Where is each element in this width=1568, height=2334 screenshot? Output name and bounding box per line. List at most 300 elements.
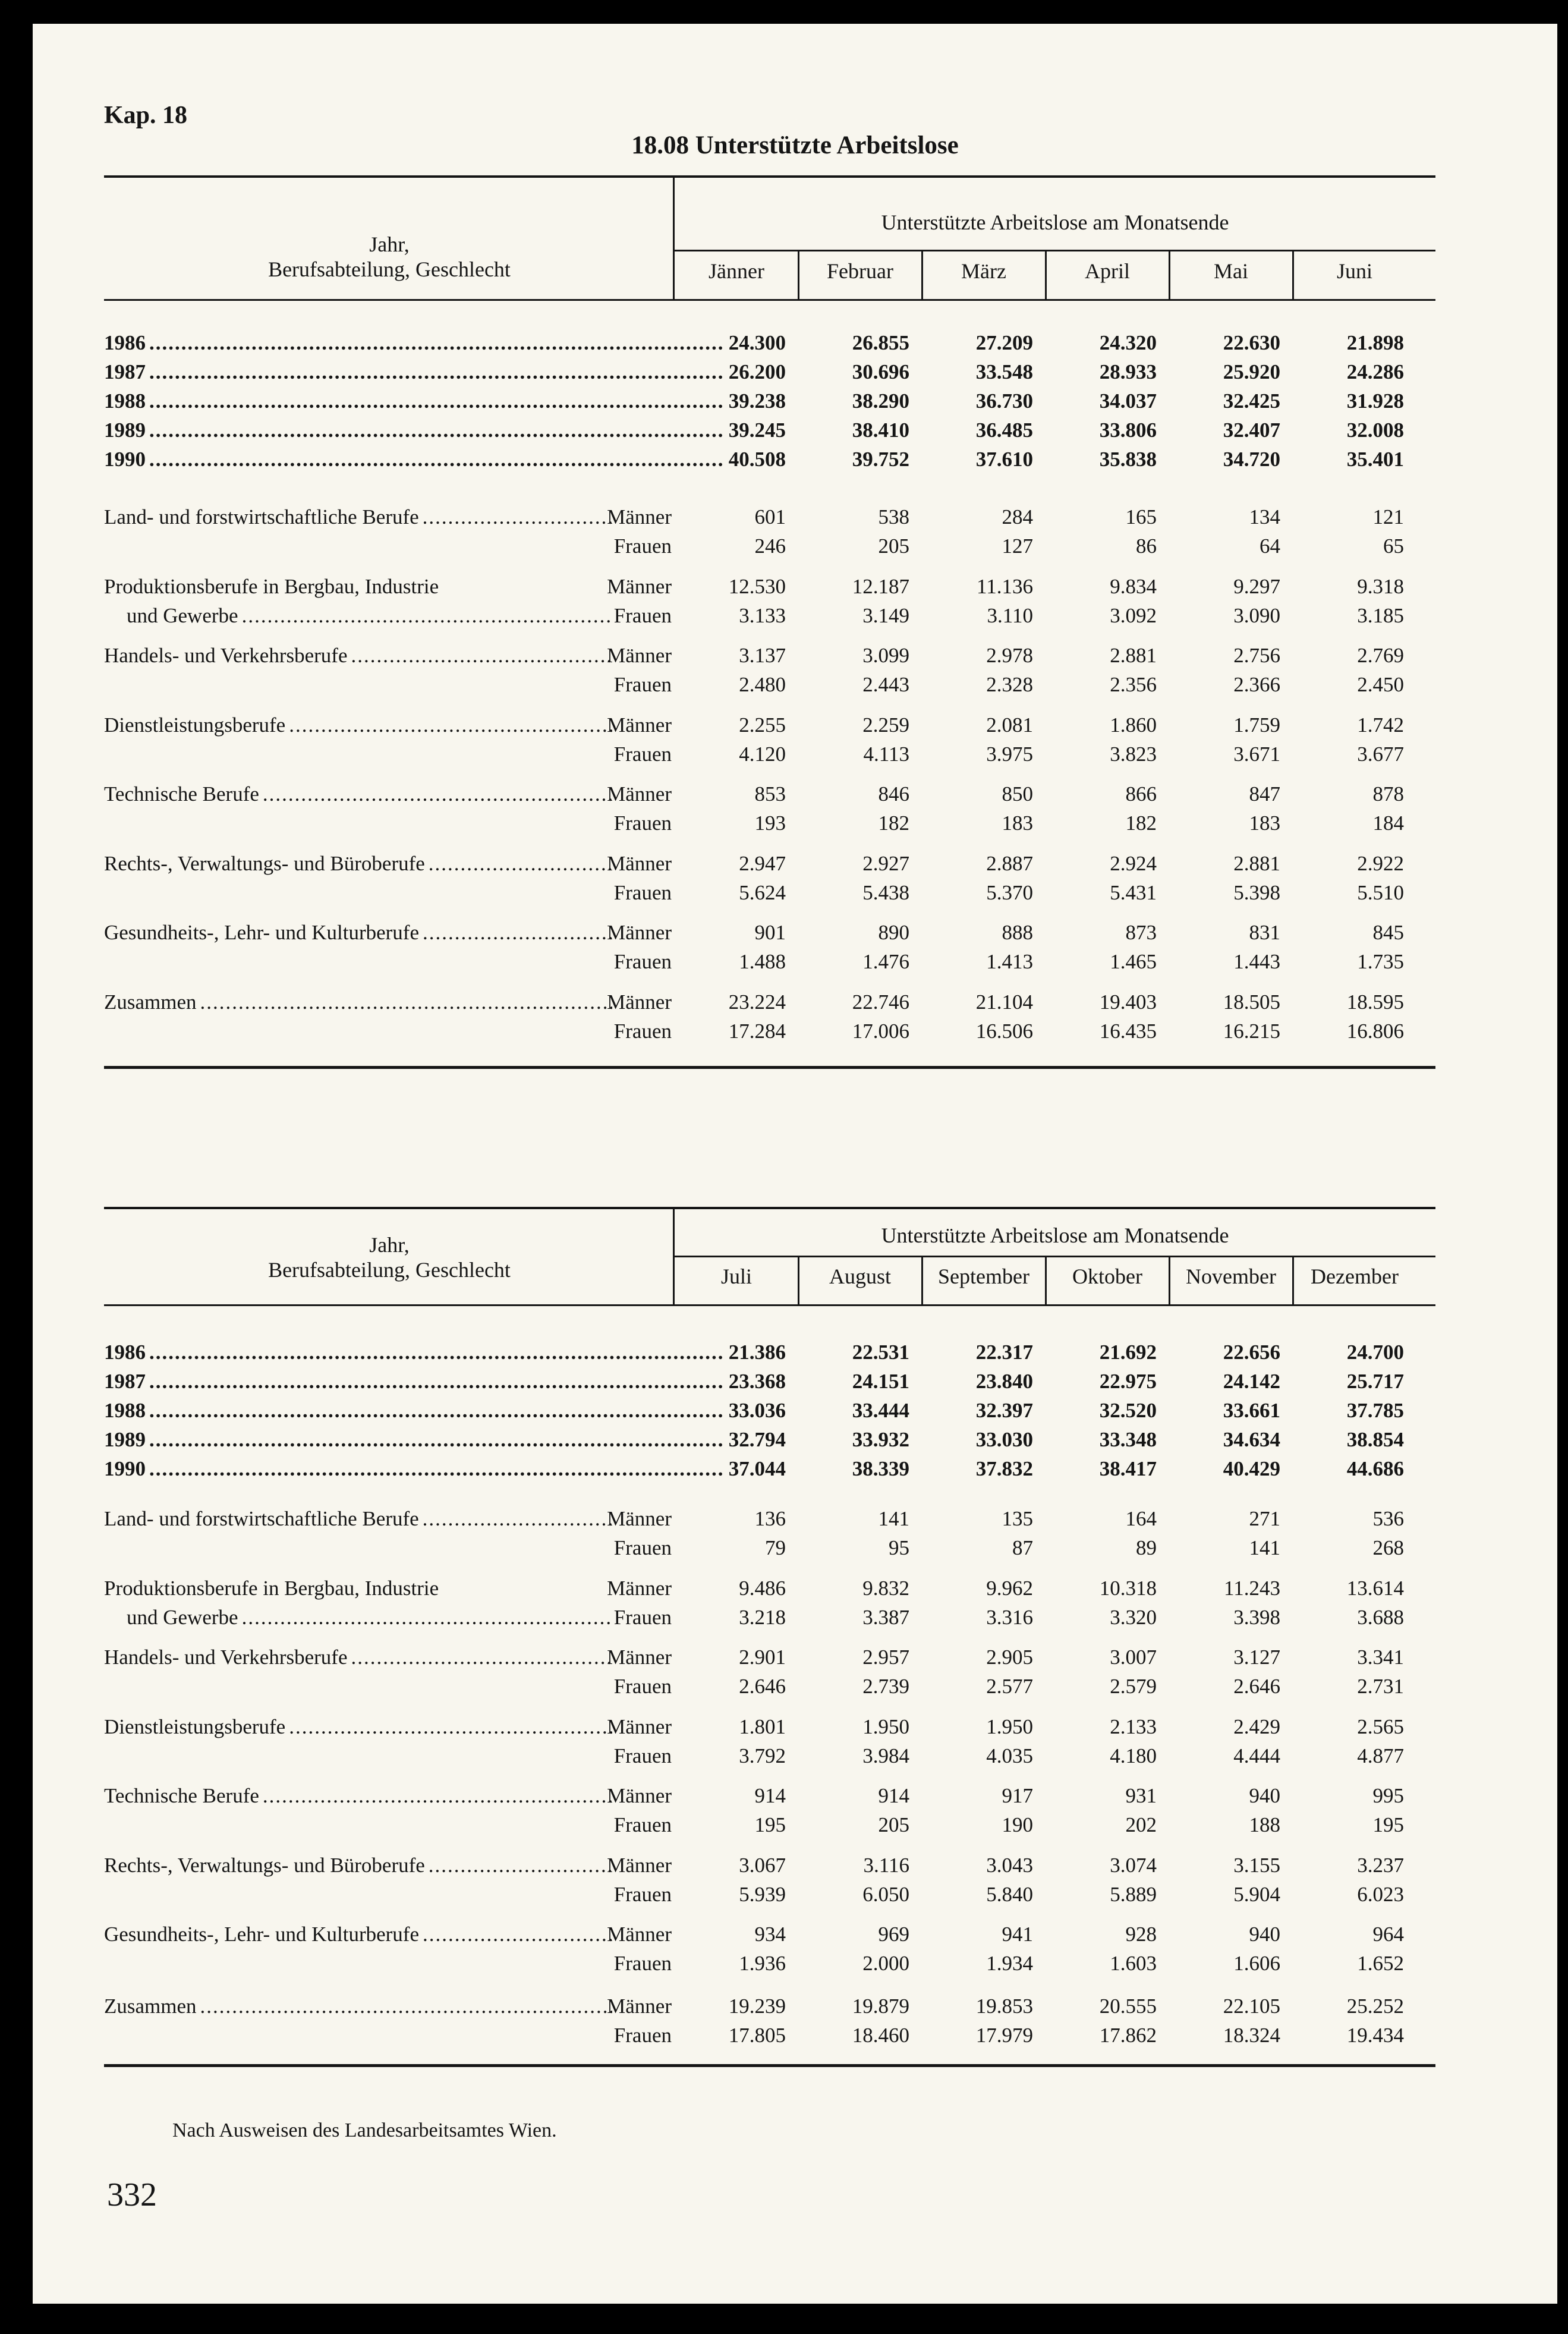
year-text: 1989 [104,419,146,442]
occupation-row-frauen [104,1810,1435,1840]
value-maenner: 2.429 [1233,1715,1280,1738]
year-label [104,328,722,358]
value-frauen: 188 [1249,1813,1280,1836]
bottom-rule [104,1066,1435,1069]
value-frauen: 1.934 [986,1952,1033,1975]
month-divider [1169,250,1170,299]
occupation-row-maenner [104,1992,1435,2021]
month-header: Mai [1214,259,1248,283]
sex-label-frauen: Frauen [613,880,672,904]
value-maenner: 134 [1249,505,1280,529]
value-frauen: 5.840 [986,1882,1033,1906]
occupation-row-maenner [104,849,1435,879]
year-label [104,1425,722,1455]
value-frauen: 5.939 [739,1882,786,1906]
value-maenner: 164 [1125,1507,1157,1530]
value-frauen: 17.284 [728,1019,786,1043]
year-text: 1986 [104,331,146,354]
value-frauen: 205 [878,1813,909,1836]
year-label [104,1396,722,1426]
year-value: 22.531 [852,1341,909,1364]
value-frauen: 3.090 [1233,603,1280,627]
value-maenner: 135 [1002,1507,1033,1530]
value-maenner: 940 [1249,1784,1280,1807]
value-frauen: 87 [1012,1536,1033,1559]
occupation-row-maenner [104,779,1435,809]
year-value: 33.030 [975,1428,1033,1451]
value-maenner: 25.252 [1346,1994,1404,2018]
value-maenner: 20.555 [1099,1994,1157,2018]
sex-label-frauen: Frauen [613,1536,672,1559]
occupation-label: Rechts-, Verwaltungs- und Büroberufe [104,1853,425,1877]
value-frauen: 1.606 [1233,1952,1280,1975]
occupation-row-frauen [104,878,1435,908]
value-maenner: 995 [1372,1784,1404,1807]
value-maenner: 12.187 [852,574,909,598]
occupation-label-line [104,1504,612,1534]
value-maenner: 2.957 [862,1646,909,1669]
value-maenner: 271 [1249,1507,1280,1530]
page-number: 332 [107,2176,157,2213]
sex-label-frauen: Frauen [613,1952,672,1975]
month-header: Jänner [709,259,764,283]
value-frauen: 1.652 [1357,1952,1404,1975]
occupation-row-maenner [104,1920,1435,1949]
value-frauen: 16.806 [1346,1019,1404,1043]
value-maenner: 934 [754,1923,786,1946]
value-frauen: 2.739 [862,1675,909,1698]
value-maenner: 9.297 [1233,574,1280,598]
value-maenner: 19.853 [975,1994,1033,2018]
occupation-label-line [104,1712,612,1742]
value-frauen: 5.904 [1233,1882,1280,1906]
year-row [104,357,1435,387]
value-frauen: 3.185 [1357,603,1404,627]
value-maenner: 19.239 [728,1994,786,2018]
value-maenner: 845 [1372,921,1404,944]
value-frauen: 5.431 [1110,880,1157,904]
value-maenner: 601 [754,505,786,529]
sex-label-maenner: Männer [607,1646,672,1669]
value-maenner: 3.116 [863,1853,909,1877]
month-header: Dezember [1311,1264,1399,1288]
occupation-label: Produktionsberufe in Bergbau, Industrie [104,574,439,598]
leader-dots [149,1338,722,1367]
month-divider [921,250,923,299]
value-frauen: 190 [1002,1813,1033,1836]
sex-label-maenner: Männer [607,1994,672,2018]
year-value: 26.855 [852,331,909,354]
sex-label-maenner: Männer [607,1507,672,1530]
year-value: 33.036 [728,1399,786,1422]
leader-dots [149,1396,722,1426]
occupation-row-frauen [104,1533,1435,1563]
value-maenner: 2.922 [1357,851,1404,875]
value-maenner: 866 [1125,782,1157,806]
value-maenner: 22.746 [852,990,909,1014]
value-maenner: 1.950 [862,1715,909,1738]
value-frauen: 1.443 [1233,950,1280,973]
value-maenner: 3.341 [1357,1646,1404,1669]
leader-dots [263,1781,612,1811]
value-frauen: 65 [1383,534,1404,558]
occupation-label: Produktionsberufe in Bergbau, Industrie [104,1576,439,1600]
leader-dots [351,641,613,671]
occupation-label-line [104,502,612,532]
occupation-row-maenner [104,1851,1435,1880]
year-row [104,386,1435,416]
leader-dots [263,779,612,809]
year-value: 38.339 [852,1457,909,1480]
value-maenner: 2.769 [1357,644,1404,667]
year-value: 40.429 [1223,1457,1280,1480]
month-divider [1292,1256,1294,1304]
value-frauen: 4.444 [1233,1744,1280,1767]
month-divider [921,1256,923,1304]
occupation-label: Handels- und Verkehrsberufe [104,644,348,667]
value-frauen: 2.450 [1357,673,1404,696]
value-frauen: 95 [889,1536,909,1559]
value-maenner: 2.978 [986,644,1033,667]
value-maenner: 2.756 [1233,644,1280,667]
table-first-half-year [104,175,1435,1091]
value-maenner: 964 [1372,1923,1404,1946]
value-maenner: 888 [1002,921,1033,944]
value-frauen: 195 [1372,1813,1404,1836]
year-value: 21.898 [1346,331,1404,354]
occupation-row-frauen [104,601,1435,631]
leader-dots [149,1454,722,1484]
value-frauen: 5.624 [739,880,786,904]
value-frauen: 17.862 [1099,2023,1157,2047]
occupation-row-maenner [104,1712,1435,1742]
value-frauen: 17.805 [728,2023,786,2047]
value-maenner: 165 [1125,505,1157,529]
value-maenner: 873 [1125,921,1157,944]
value-maenner: 846 [878,782,909,806]
year-value: 37.610 [975,448,1033,471]
value-maenner: 2.901 [739,1646,786,1669]
month-divider [798,1256,799,1304]
occupation-row-frauen [104,1949,1435,1978]
value-maenner: 3.127 [1233,1646,1280,1669]
occupation-row-maenner [104,502,1435,532]
occupation-label-line [104,1920,612,1949]
value-maenner: 1.759 [1233,713,1280,737]
value-frauen: 2.443 [862,673,909,696]
occupation-label-line [104,779,612,809]
year-text: 1986 [104,1341,146,1364]
header-bottom-rule [104,1304,1435,1306]
year-row [104,328,1435,358]
value-frauen: 2.366 [1233,673,1280,696]
value-maenner: 1.860 [1110,713,1157,737]
occupation-label: Land- und forstwirtschaftliche Berufe [104,1507,419,1530]
value-maenner: 2.905 [986,1646,1033,1669]
year-value: 37.785 [1346,1399,1404,1422]
table-title: 18.08 Unterstützte Arbeitslose [631,131,959,159]
year-value: 39.238 [728,389,786,413]
value-frauen: 2.646 [1233,1675,1280,1698]
leader-dots [200,987,612,1017]
value-frauen: 79 [765,1536,786,1559]
value-frauen: 3.398 [1233,1605,1280,1629]
sex-label-frauen: Frauen [613,1882,672,1906]
leader-dots [149,1425,722,1455]
occupation-row-frauen [104,670,1435,700]
value-maenner: 940 [1249,1923,1280,1946]
sex-label-maenner: Männer [607,1784,672,1807]
value-frauen: 17.006 [852,1019,909,1043]
leader-dots [289,1712,612,1742]
year-row [104,416,1435,445]
value-maenner: 853 [754,782,786,806]
occupation-label-line [104,1851,612,1880]
value-maenner: 13.614 [1346,1576,1404,1600]
value-frauen: 195 [754,1813,786,1836]
year-text: 1990 [104,448,146,471]
value-frauen: 2.328 [986,673,1033,696]
value-frauen: 16.435 [1099,1019,1157,1043]
value-frauen: 3.823 [1110,742,1157,766]
page [33,24,1557,2304]
value-frauen: 2.577 [986,1675,1033,1698]
occupation-row-frauen [104,2021,1435,2050]
value-maenner: 19.403 [1099,990,1157,1014]
sex-label-frauen: Frauen [613,673,672,696]
occupation-label: Technische Berufe [104,1784,259,1807]
month-header: November [1186,1264,1276,1288]
value-maenner: 2.881 [1110,644,1157,667]
sex-label-maenner: Männer [607,1715,672,1738]
year-value: 21.386 [728,1341,786,1364]
header-bottom-rule [104,299,1435,301]
occupation-label-line [104,849,612,879]
value-maenner: 18.505 [1223,990,1280,1014]
year-value: 22.630 [1223,331,1280,354]
year-text: 1987 [104,360,146,383]
value-frauen: 3.110 [987,603,1033,627]
sex-label-maenner: Männer [607,782,672,806]
group-header-rule [675,250,1435,251]
month-divider [1045,250,1047,299]
month-divider [1045,1256,1047,1304]
value-frauen: 5.510 [1357,880,1404,904]
year-text: 1989 [104,1428,146,1451]
year-row [104,1454,1435,1484]
value-maenner: 18.595 [1346,990,1404,1014]
year-value: 23.840 [975,1370,1033,1393]
year-value: 27.209 [975,331,1033,354]
value-frauen: 64 [1260,534,1280,558]
year-value: 24.151 [852,1370,909,1393]
value-frauen: 205 [878,534,909,558]
value-maenner: 2.924 [1110,851,1157,875]
year-value: 22.975 [1099,1370,1157,1393]
value-maenner: 2.881 [1233,851,1280,875]
value-maenner: 2.565 [1357,1715,1404,1738]
sex-label-frauen: Frauen [613,1813,672,1836]
month-header: Februar [827,259,893,283]
year-value: 25.920 [1223,360,1280,383]
leader-dots [149,1367,722,1396]
value-frauen: 1.603 [1110,1952,1157,1975]
value-frauen: 1.488 [739,950,786,973]
sex-label-frauen: Frauen [613,950,672,973]
sex-label-maenner: Männer [607,574,672,598]
value-maenner: 9.318 [1357,574,1404,598]
value-frauen: 193 [754,811,786,835]
occupation-row-maenner [104,572,1435,602]
value-frauen: 6.050 [862,1882,909,1906]
year-value: 24.700 [1346,1341,1404,1364]
sex-label-frauen: Frauen [613,1019,672,1043]
year-value: 32.425 [1223,389,1280,413]
value-frauen: 16.215 [1223,1019,1280,1043]
year-value: 24.300 [728,331,786,354]
value-maenner: 3.237 [1357,1853,1404,1877]
sex-label-maenner: Männer [607,644,672,667]
occupation-label: Technische Berufe [104,782,259,806]
value-maenner: 9.832 [862,1576,909,1600]
value-maenner: 2.947 [739,851,786,875]
value-maenner: 141 [878,1507,909,1530]
value-frauen: 4.877 [1357,1744,1404,1767]
chapter-label: Kap. 18 [104,102,188,129]
month-header: April [1085,259,1130,283]
sex-label-frauen: Frauen [613,811,672,835]
year-value: 39.752 [852,448,909,471]
year-row [104,1367,1435,1396]
value-frauen: 3.975 [986,742,1033,766]
value-maenner: 890 [878,921,909,944]
value-maenner: 878 [1372,782,1404,806]
year-value: 32.794 [728,1428,786,1451]
value-maenner: 3.007 [1110,1646,1157,1669]
value-frauen: 2.000 [862,1952,909,1975]
footnote: Nach Ausweisen des Landesarbeitsamtes Wien. [172,2119,557,2141]
occupation-row-frauen [104,1603,1435,1632]
value-maenner: 11.136 [977,574,1033,598]
month-header: August [829,1264,891,1288]
year-value: 39.245 [728,419,786,442]
value-maenner: 969 [878,1923,909,1946]
value-frauen: 86 [1136,534,1157,558]
month-header: Juli [720,1264,752,1288]
year-value: 35.838 [1099,448,1157,471]
value-frauen: 4.035 [986,1744,1033,1767]
leader-dots [289,710,612,740]
year-row [104,1338,1435,1367]
occupation-row-maenner [104,918,1435,948]
year-value: 22.656 [1223,1341,1280,1364]
occupation-row-maenner [104,710,1435,740]
month-header: September [938,1264,1029,1288]
occupation-label-cont: und Gewerbe [127,1605,238,1629]
table-second-half-year [104,1207,1435,2105]
year-value: 40.508 [728,448,786,471]
leader-dots [242,601,612,631]
value-maenner: 11.243 [1224,1576,1280,1600]
value-frauen: 5.438 [862,880,909,904]
value-frauen: 268 [1372,1536,1404,1559]
year-value: 38.410 [852,419,909,442]
year-value: 33.806 [1099,419,1157,442]
leader-dots [149,416,722,445]
value-frauen: 184 [1372,811,1404,835]
value-maenner: 19.879 [852,1994,909,2018]
occupation-row-maenner [104,1781,1435,1811]
value-maenner: 831 [1249,921,1280,944]
year-row [104,445,1435,474]
sex-label-frauen: Frauen [613,1744,672,1767]
value-maenner: 3.067 [739,1853,786,1877]
month-divider [1292,250,1294,299]
year-label [104,1454,722,1484]
value-frauen: 1.476 [862,950,909,973]
value-maenner: 12.530 [728,574,786,598]
occupation-row-frauen [104,740,1435,769]
year-value: 38.854 [1346,1428,1404,1451]
value-frauen: 2.356 [1110,673,1157,696]
value-maenner: 1.801 [739,1715,786,1738]
value-frauen: 4.180 [1110,1744,1157,1767]
occupation-label-line [104,1992,612,2021]
value-frauen: 2.579 [1110,1675,1157,1698]
year-value: 21.692 [1099,1341,1157,1364]
year-value: 33.932 [852,1428,909,1451]
value-maenner: 2.133 [1110,1715,1157,1738]
leader-dots [149,445,722,474]
year-value: 33.444 [852,1399,909,1422]
month-divider [1169,1256,1170,1304]
value-frauen: 202 [1125,1813,1157,1836]
value-maenner: 9.834 [1110,574,1157,598]
year-text: 1990 [104,1457,146,1480]
year-value: 38.417 [1099,1457,1157,1480]
month-divider [798,250,799,299]
value-maenner: 121 [1372,505,1404,529]
year-value: 37.044 [728,1457,786,1480]
occupation-row-frauen [104,947,1435,977]
year-value: 23.368 [728,1370,786,1393]
year-value: 30.696 [852,360,909,383]
sex-label-maenner: Männer [607,713,672,737]
value-frauen: 182 [1125,811,1157,835]
sex-label-frauen: Frauen [613,2023,672,2047]
occupation-row-frauen [104,531,1435,561]
value-frauen: 183 [1002,811,1033,835]
year-label [104,386,722,416]
sex-label-frauen: Frauen [613,1675,672,1698]
value-frauen: 2.646 [739,1675,786,1698]
year-text: 1988 [104,1399,146,1422]
occupation-label: Handels- und Verkehrsberufe [104,1646,348,1669]
stub-header [104,1232,675,1282]
stub-header-line1: Jahr, [369,232,410,256]
year-value: 24.142 [1223,1370,1280,1393]
value-maenner: 22.105 [1223,1994,1280,2018]
year-value: 32.008 [1346,419,1404,442]
leader-dots [149,386,722,416]
occupation-label: Gesundheits-, Lehr- und Kulturberufe [104,1923,419,1946]
value-frauen: 1.465 [1110,950,1157,973]
year-value: 33.348 [1099,1428,1157,1451]
value-frauen: 182 [878,811,909,835]
occupation-label-line [104,918,612,948]
year-value: 26.200 [728,360,786,383]
value-maenner: 3.043 [986,1853,1033,1877]
